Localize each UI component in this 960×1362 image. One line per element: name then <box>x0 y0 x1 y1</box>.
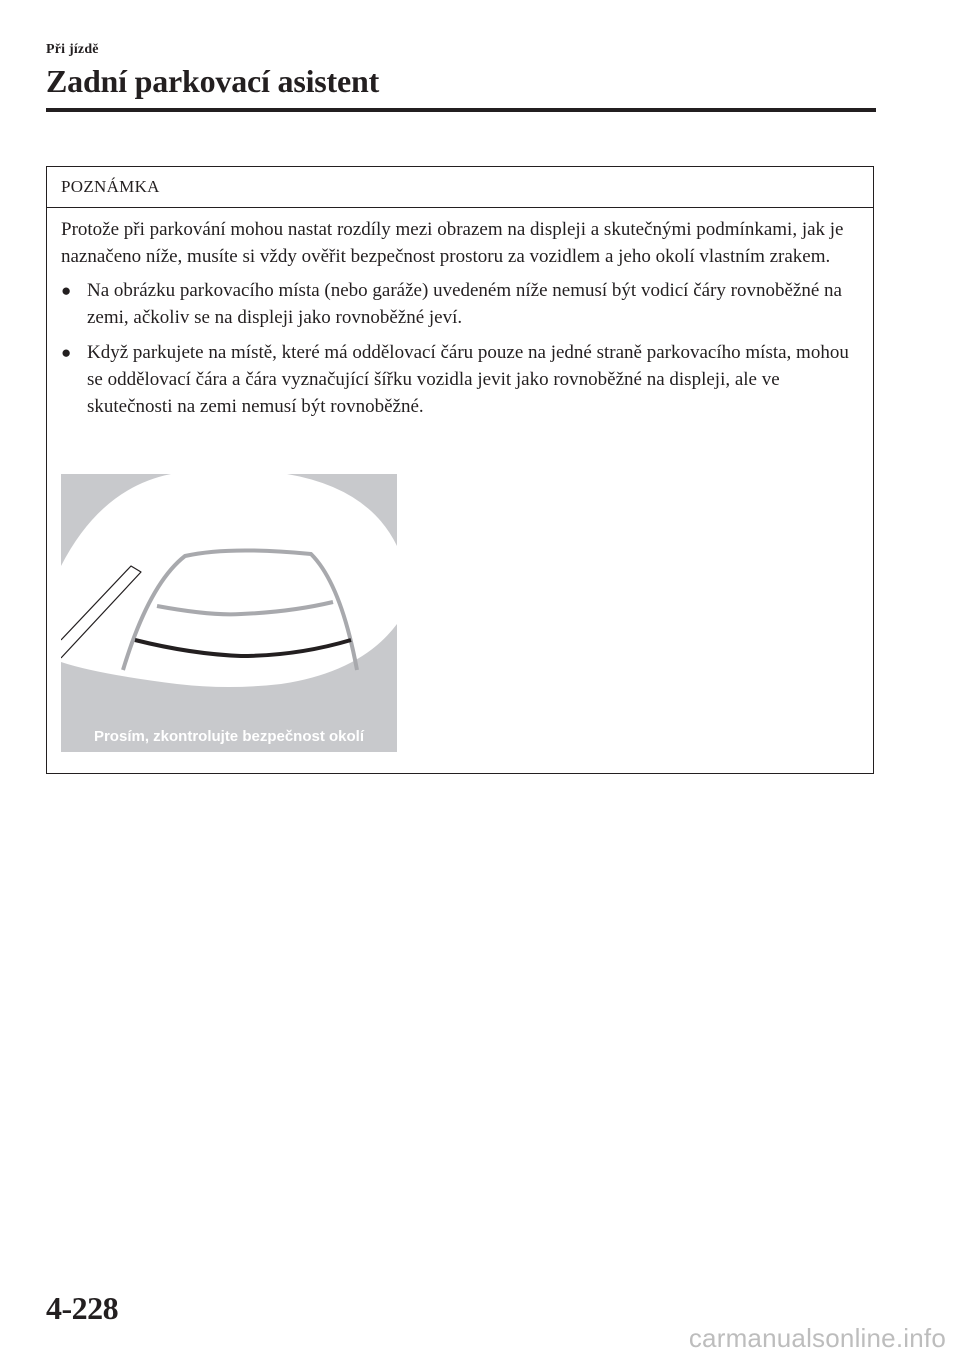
note-intro: Protože při parkování mohou nastat rozdíly mezi obrazem na displeji a skutečnými podmínkami, jak je naznačeno níže, musíte si vždy ověřit bezpečnost prostoru za vozidlem a jeho okolí vlastním zrakem. <box>61 219 844 267</box>
bullet-marker: ● <box>61 281 72 300</box>
page-number: 4-228 <box>46 1290 119 1326</box>
bullet-marker: ● <box>61 343 72 362</box>
note-bullet <box>61 339 853 420</box>
watermark: carmanualsonline.info <box>688 1323 946 1353</box>
note-box <box>46 166 874 774</box>
note-body <box>47 208 873 420</box>
rear-camera-illustration <box>61 474 397 752</box>
title-rule <box>46 108 876 112</box>
page-title: Zadní parkovací asistent <box>46 63 380 99</box>
bullet-text: Když parkujete na místě, které má oddělovací čáru pouze na jedné straně parkovacího místa, mohou se oddělovací čára a čára vyznačující šířku vozidla jevit jako rovnoběžné na displeji, ale ve skutečnosti na zemi nemusí být rovnoběžné. <box>87 342 849 417</box>
illustration-caption: Prosím, zkontrolujte bezpečnost okolí <box>93 728 365 745</box>
section-label: Při jízdě <box>46 42 99 57</box>
note-heading: POZNÁMKA <box>47 167 873 208</box>
note-bullet <box>61 277 853 331</box>
bullet-text: Na obrázku parkovacího místa (nebo garáže) uvedeném níže nemusí být vodicí čáry rovnoběžné na zemi, ačkoliv se na displeji jako rovnoběžné jeví. <box>87 280 842 328</box>
